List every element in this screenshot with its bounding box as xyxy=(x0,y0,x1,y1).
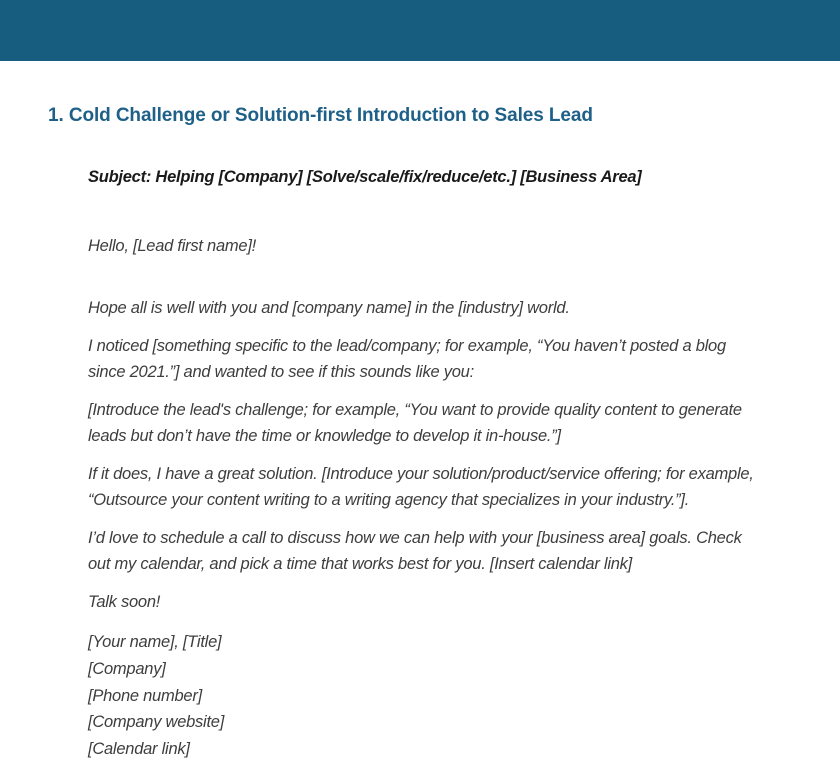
email-greeting: Hello, [Lead first name]! xyxy=(88,237,256,255)
signature-line: [Company] xyxy=(88,659,166,678)
page-content xyxy=(0,105,840,763)
email-signoff: Talk soon! xyxy=(88,593,161,611)
email-paragraph: I noticed [something specific to the lead/company; for example, “You haven’t posted a blog since 2021.”] and wanted to see if this sounds like you: xyxy=(88,337,726,381)
email-paragraph: Hope all is well with you and [company name] in the [industry] world. xyxy=(88,299,570,317)
section-heading: 1. Cold Challenge or Solution-first Introduction to Sales Lead xyxy=(48,105,593,126)
email-subject-line: Subject: Helping [Company] [Solve/scale/fix/reduce/etc.] [Business Area] xyxy=(88,168,642,186)
email-paragraph: [Introduce the lead's challenge; for example, “You want to provide quality content to generate leads but don’t have the time or knowledge to develop it in-house.”] xyxy=(88,401,742,445)
signature-line: [Company website] xyxy=(88,713,225,732)
email-paragraph: If it does, I have a great solution. [Introduce your solution/product/service offering; for example, “Outsource your content writing to a writing agency that specializes in your industry.”]. xyxy=(88,465,754,509)
signature-line: [Phone number] xyxy=(88,686,202,705)
email-paragraph: I’d love to schedule a call to discuss how we can help with your [business area] goals. Check out my calendar, and pick a time that works best for you. [Insert calendar link] xyxy=(88,529,742,573)
signature-line: [Calendar link] xyxy=(88,740,190,759)
signature-line: [Your name], [Title] xyxy=(88,633,222,651)
email-template-body xyxy=(88,164,764,763)
email-signature-block xyxy=(88,629,764,763)
header-band xyxy=(0,0,840,61)
